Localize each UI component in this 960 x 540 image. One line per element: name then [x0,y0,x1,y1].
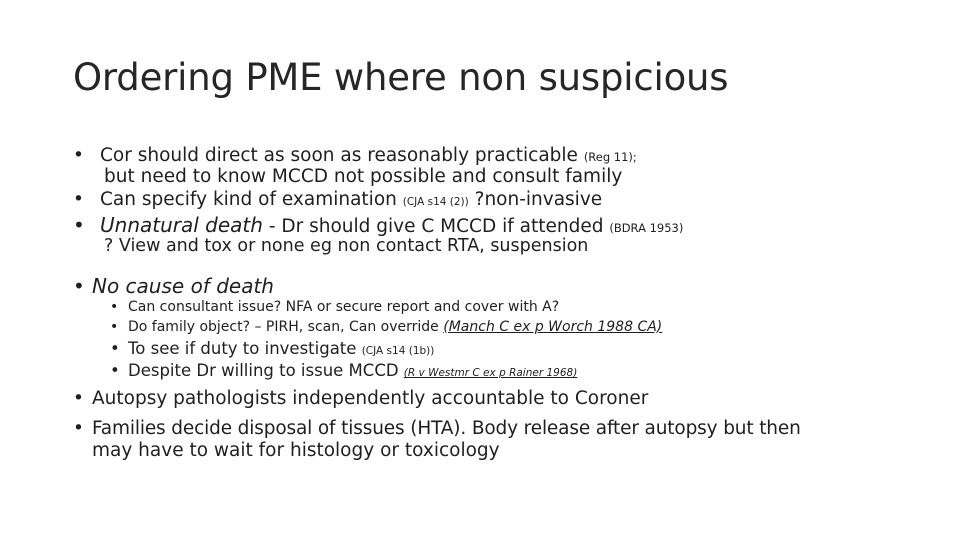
bullet-continuation: may have to wait for histology or toxicology [92,440,500,461]
case-citation: (R v Westmr C ex p Rainer 1968) [403,367,578,379]
bullet-marker: • [73,388,84,409]
bullet-item-no-cause-of-death: No cause of death [92,274,274,298]
sub-bullet-item [128,361,577,380]
bullet-marker: • [110,319,119,335]
sub-bullet-item [128,339,434,358]
bullet-text-tail: ?non-invasive [468,189,603,210]
sub-bullet-text: Do family object? – PIRH, scan, Can override [128,319,444,335]
legal-reference: (Reg 11); [583,150,637,164]
bullet-text: - Dr should give C MCCD if attended [262,216,610,237]
bullet-continuation: but need to know MCCD not possible and consult family [104,166,623,187]
bullet-text: Cor should direct as soon as reasonably practicable [100,145,584,166]
bullet-text: Can specify kind of examination [100,189,403,210]
bullet-marker: • [73,213,85,237]
bullet-item-cor-direct [100,145,637,166]
legal-reference: (CJA s14 (1b)) [361,345,435,357]
sub-bullet-text: To see if duty to investigate [128,339,362,358]
bullet-marker: • [110,339,120,358]
bullet-item-kind-of-examination [100,189,602,210]
bullet-marker: • [110,361,120,380]
sub-bullet-text: Despite Dr willing to issue MCCD [128,361,404,380]
bullet-item-families-decide: Families decide disposal of tissues (HTA). Body release after autopsy but then [92,418,801,439]
bullet-marker: • [73,418,84,439]
case-citation: (Manch C ex p Worch 1988 CA) [443,319,663,335]
bullet-marker: • [73,274,85,298]
sub-bullet-item [128,319,662,335]
bullet-emphasis: Unnatural death [100,213,263,237]
legal-reference: (BDRA 1953) [609,221,684,235]
bullet-marker: • [73,145,84,166]
bullet-marker: • [110,299,119,315]
bullet-item-autopsy-pathologists: Autopsy pathologists independently accountable to Coroner [92,388,649,409]
bullet-marker: • [73,189,84,210]
slide-title: Ordering PME where non suspicious [73,56,729,99]
legal-reference: (CJA s14 (2)) [402,196,469,208]
bullet-item-unnatural-death [100,213,683,237]
bullet-continuation: ? View and tox or none eg non contact RTA, suspension [104,236,589,256]
sub-bullet-item: Can consultant issue? NFA or secure report and cover with A? [128,299,560,315]
